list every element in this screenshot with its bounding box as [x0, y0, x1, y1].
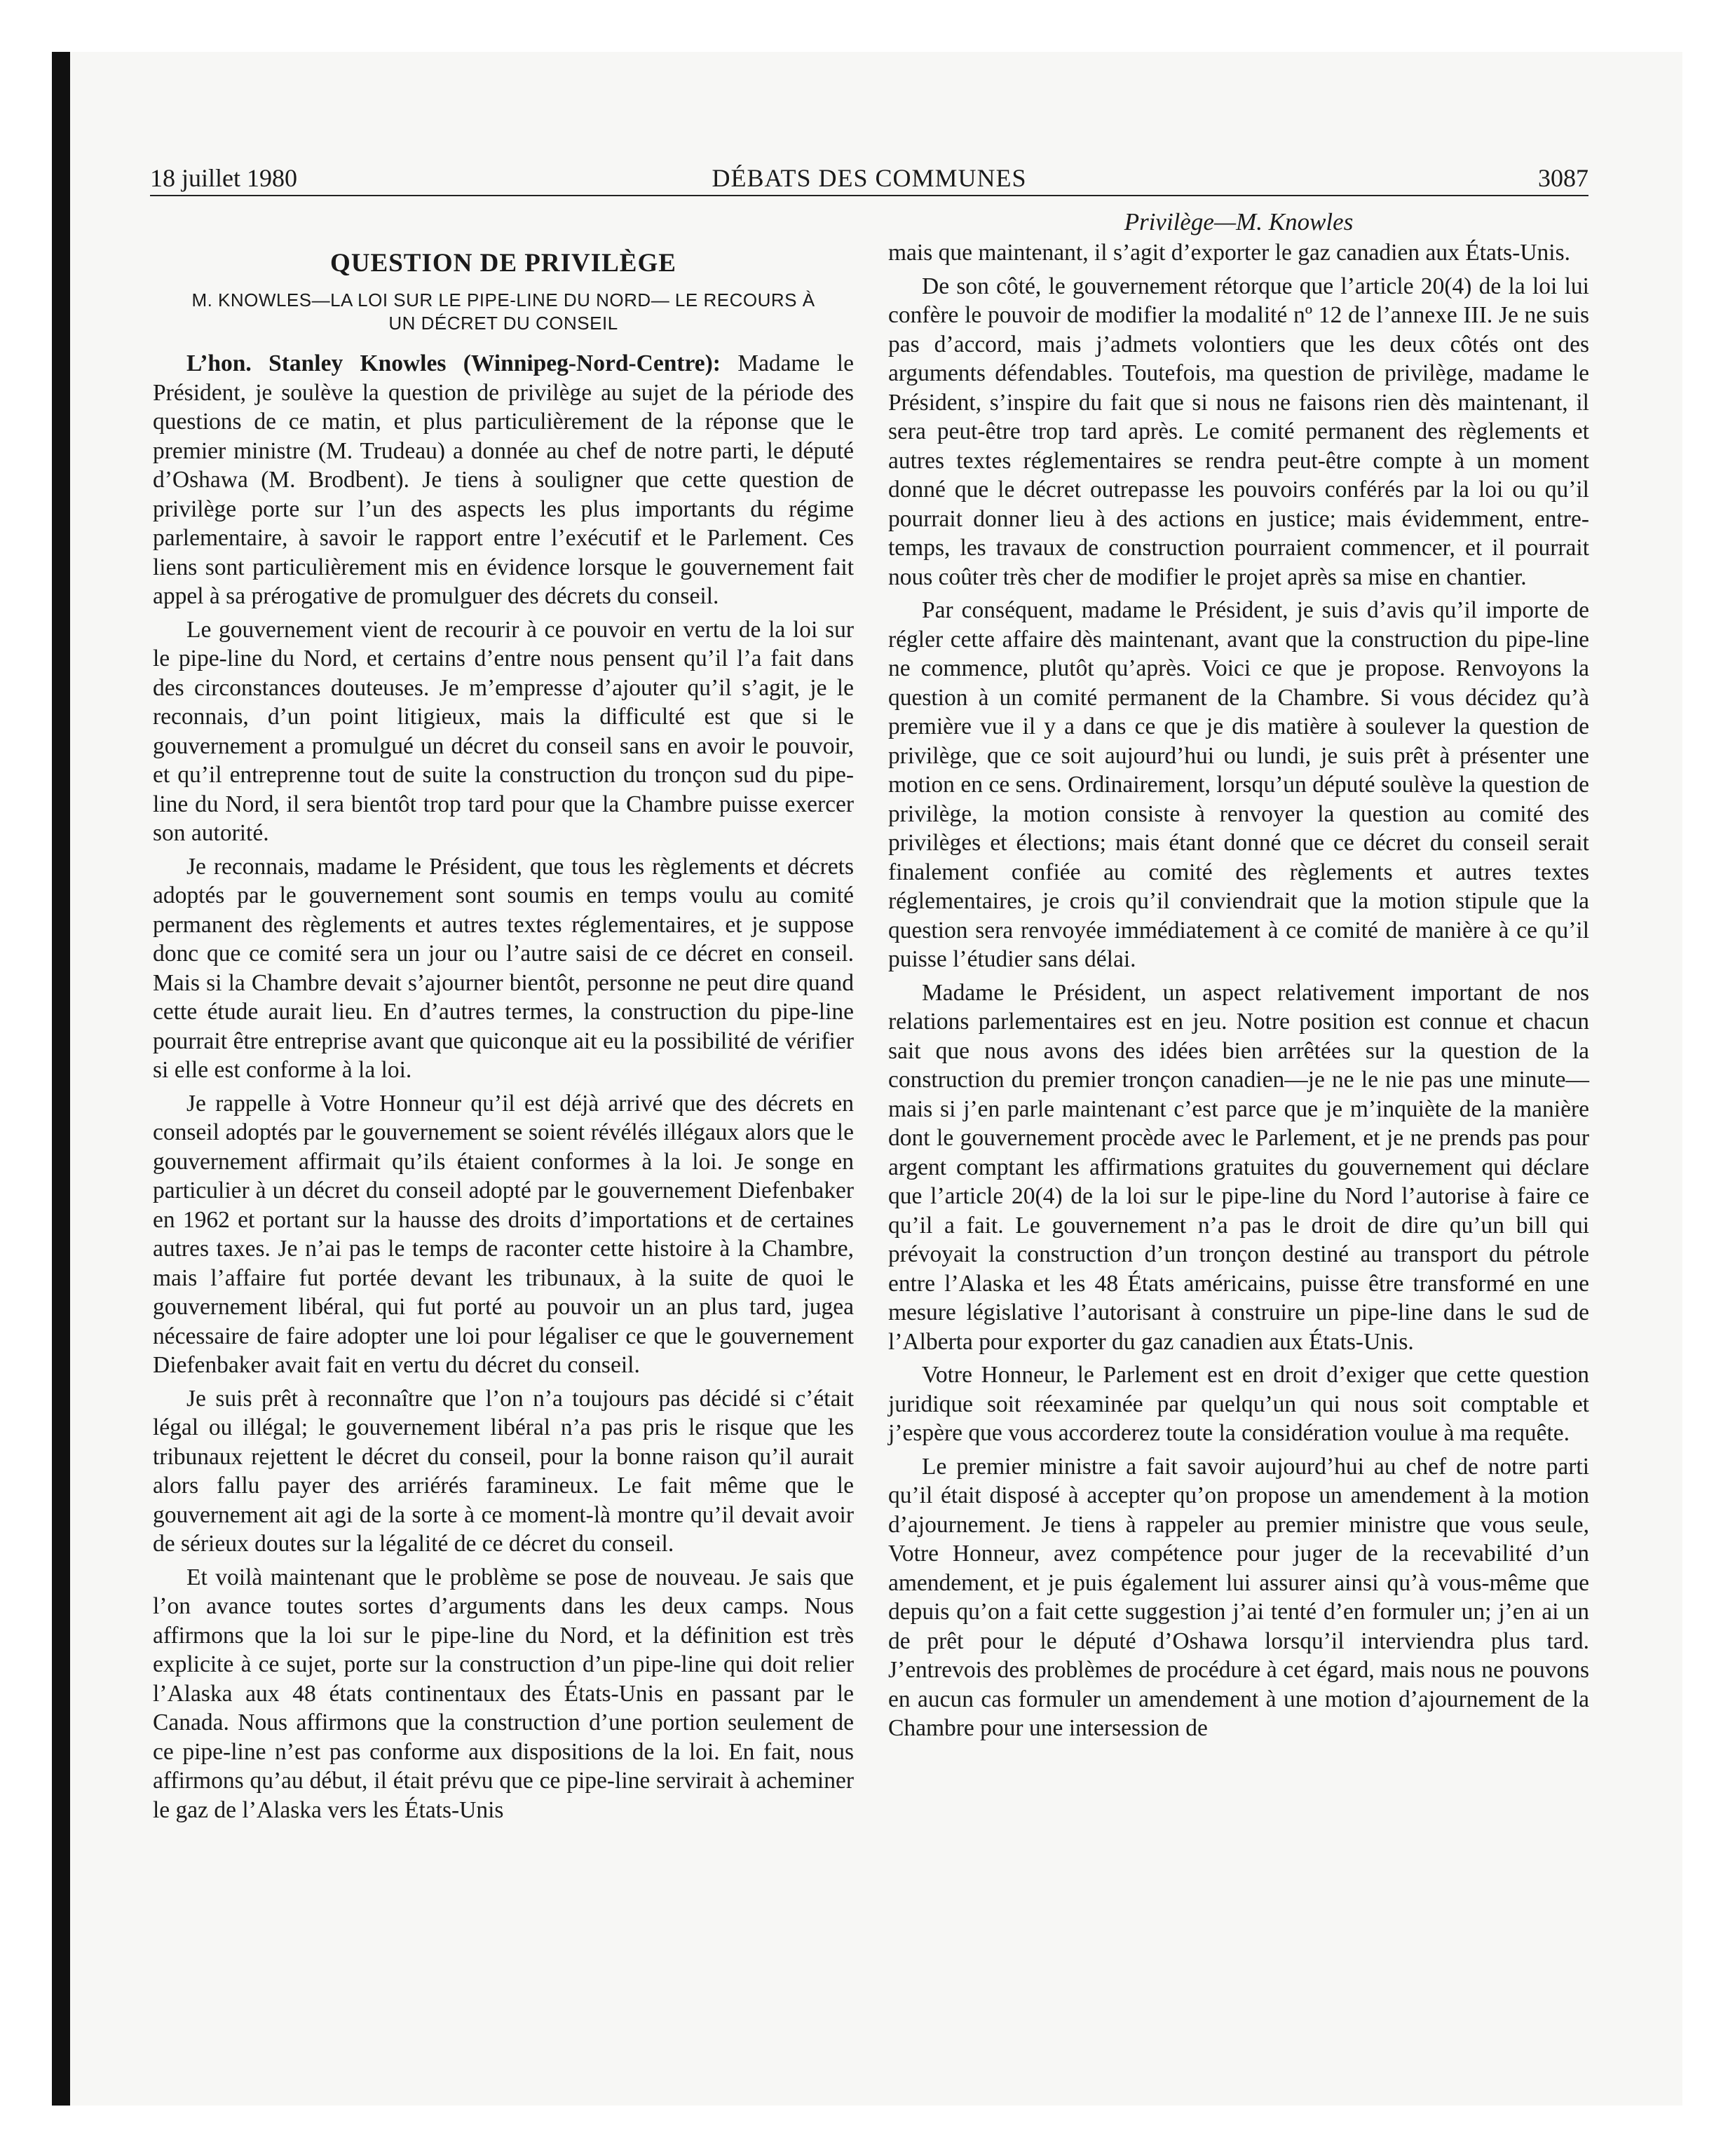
paragraph: Le premier ministre a fait savoir aujourd’hui au chef de notre parti qu’il était disposé à accepter qu’on propose un amendement à la motion d’ajournement. Je tiens à rappeler au premier ministre que vous seule, Votre Honneur, avez compétence pour juger de la recevabilité d’un amendement, et je puis également lui assurer ainsi qu’à vous-même que depuis qu’on a fait cette suggestion j’ai tenté d’en formuler un; j’en ai un de prêt pour le député d’Oshawa lorsqu’il interviendra plus tard. J’entrevois des problèmes de procédure à cet égard, mais nous ne pouvons en aucun cas formuler un amendement à une motion d’ajournement de la Chambre pour une intersession de [888, 1453, 1589, 1741]
paragraph: Je rappelle à Votre Honneur qu’il est déjà arrivé que des décrets en conseil adoptés par le gouvernement se soient révélés illégaux alors que le gouvernement affirmait qu’ils étaient conformes à la loi. Je songe en particulier à un décret du conseil adopté par le gouvernement Diefenbaker en 1962 et portant sur la hausse des droits d’importations et de certaines autres taxes. Je n’ai pas le temps de raconter cette histoire à la Chambre, mais l’affaire fut portée devant les tribunaux, à la suite de quoi le gouvernement libéral, qui fut porté au pouvoir un an plus tard, jugea nécessaire de faire adopter une loi pour légaliser ce que le gouvernement Diefenbaker avait fait en vertu du décret du conseil. [153, 1090, 854, 1378]
page-header [150, 163, 1588, 193]
section-title: QUESTION DE PRIVILÈGE [330, 249, 676, 278]
header-publication: DÉBATS DES COMMUNES [712, 164, 1027, 192]
page-binding-edge [52, 52, 70, 2106]
paragraph: Madame le Président, un aspect relativement important de nos relations parlementaires est en jeu. Notre position est connue et chacun sait que nous avons des idées bien arrêtées sur la question de la construction du premier tronçon canadien—je ne le nie pas une minute—mais si j’en parle maintenant c’est parce que je m’inquiète de la manière dont le gouvernement procède avec le Parlement, et je ne prends pas pour argent comptant les affirmations gratuites du gouvernement qui déclare que l’article 20(4) de la loi sur le pipe-line du Nord l’autorise à faire ce qu’il a fait. Le gouvernement n’a pas le droit de dire qu’un bill qui prévoyait la construction d’un tronçon destiné au transport du pétrole entre l’Alaska et les 48 États américains, puisse être transformé en une mesure législative l’autorisant à construire un pipe-line dans le sud de l’Alberta pour exporter du gaz canadien aux États-Unis. [888, 979, 1589, 1355]
right-column [888, 207, 1589, 1747]
left-column [153, 207, 854, 1829]
paragraph: Et voilà maintenant que le problème se pose de nouveau. Je sais que l’on avance toutes sortes d’arguments dans les deux camps. Nous affirmons que la loi sur le pipe-line du Nord, et la définition est très explicite à ce sujet, porte sur la construction d’un pipe-line qui doit relier l’Alaska aux 48 états continentaux des États-Unis en passant par le Canada. Nous affirmons que la construction d’une portion seulement de ce pipe-line n’est pas conforme aux dispositions de la loi. En fait, nous affirmons qu’au début, il était prévu que ce pipe-line servirait à acheminer le gaz de l’Alaska vers les États-Unis [153, 1564, 854, 1823]
paragraph: Votre Honneur, le Parlement est en droit d’exiger que cette question juridique soit réexaminée par quelqu’un qui nous soit comptable et j’espère que vous accorderez toute la considération voulue à ma requête. [888, 1362, 1589, 1446]
header-date: 18 juillet 1980 [150, 164, 297, 192]
paragraph: Le gouvernement vient de recourir à ce pouvoir en vertu de la loi sur le pipe-line du Nord, et certains d’entre nous pensent qu’il l’a fait dans des circonstances douteuses. Je m’empresse d’ajouter qu’il s’agit, je le reconnais, d’un point litigieux, mais la difficulté est que si le gouvernement a promulgué un décret du conseil sans en avoir le pouvoir, et qu’il entreprenne tout de suite la construction du tronçon sud du pipe-line du Nord, il sera bientôt trop tard pour que la Chambre puisse exercer son autorité. [153, 616, 854, 846]
paragraph: Je reconnais, madame le Président, que tous les règlements et décrets adoptés par le gouvernement sont soumis en temps voulu au comité permanent des règlements et autres textes réglementaires, et je suppose donc que ce comité sera un jour ou l’autre saisi de ce décret en conseil. Mais si la Chambre devait s’ajourner bientôt, personne ne peut dire quand cette étude aurait lieu. En d’autres termes, la construction du pipe-line pourrait être entreprise avant que quiconque ait eu la possibilité de vérifier si elle est conforme à la loi. [153, 853, 854, 1083]
paragraph: Je suis prêt à reconnaître que l’on n’a toujours pas décidé si c’était légal ou illégal; le gouvernement libéral n’a pas pris le risque que les tribunaux rejettent le décret du conseil, pour la bonne raison qu’il aurait alors fallu payer des arriérés faramineux. Le fait même que le gouvernement ait agi de la sorte à ce moment-là montre qu’il devait avoir de sérieux doutes sur la légalité de ce décret du conseil. [153, 1385, 854, 1557]
running-head: Privilège—M. Knowles [1124, 208, 1354, 236]
paragraph: Par conséquent, madame le Président, je suis d’avis qu’il importe de régler cette affaire dès maintenant, avant que la construction du pipe-line ne commence, plutôt qu’après. Voici ce que je propose. Renvoyons la question à un comité permanent de la Chambre. Si vous décidez qu’à première vue il y a dans ce que je dis matière à soulever la question de privilège, que ce soit aujourd’hui ou lundi, je suis prêt à présenter une motion en ce sens. Ordinairement, lorsqu’un député soulève la question de privilège, la motion consiste à renvoyer la question au comité des privilèges et élections; mais étant donné que ce décret du conseil serait finalement confiée au comité des règlements et autres textes réglementaires, je crois qu’il conviendrait que la motion stipule que la question sera renvoyée immédiatement à ce comité de manière à ce qu’il puisse l’étudier sans délai. [888, 597, 1589, 972]
paragraph [153, 349, 854, 611]
paragraph: mais que maintenant, il s’agit d’exporter le gaz canadien aux États-Unis. [888, 240, 1571, 266]
paragraph: De son côté, le gouvernement rétorque que l’article 20(4) de la loi lui confère le pouvoir de modifier la modalité nº 12 de l’annexe III. Je ne suis pas d’accord, mais j’admets volontiers que les deux côtés ont des arguments défendables. Toutefois, ma question de privilège, madame le Président, s’inspire du fait que si nous ne faisons rien dès maintenant, il sera peut-être trop tard après. Le comité permanent des règlements et autres textes réglementaires se rendra peut-être compte à un moment donné que le décret outrepasse les pouvoirs conférés par la loi ou qu’il pourrait donner lieu à des actions en justice; mais évidemment, entre-temps, les travaux de construction pourraient commencer, et il pourrait nous coûter très cher de modifier le projet après sa mise en chantier. [888, 273, 1589, 590]
header-rule [150, 195, 1588, 196]
paragraph-text: Madame le Président, je soulève la question de privilège au sujet de la période des questions de ce matin, et plus particulièrement de la réponse que le premier ministre (M. Trudeau) a donnée au chef de notre parti, le député d’Oshawa (M. Brodbent). Je tiens à souligner que cette question de privilège porte sur l’un des aspects les plus importants du régime parlementaire, à savoir le rapport entre l’exécutif et le Parlement. Ces liens sont particulièrement mis en évidence lorsque le gouvernement fait appel à sa prérogative de promulguer des décrets du conseil. [153, 350, 854, 609]
section-subtitle: M. KNOWLES—LA LOI SUR LE PIPE-LINE DU NORD— LE RECOURS À UN DÉCRET DU CONSEIL [191, 289, 815, 334]
header-page-number: 3087 [1538, 164, 1588, 192]
speaker-name: L’hon. Stanley Knowles (Winnipeg-Nord-Centre): [186, 350, 721, 376]
